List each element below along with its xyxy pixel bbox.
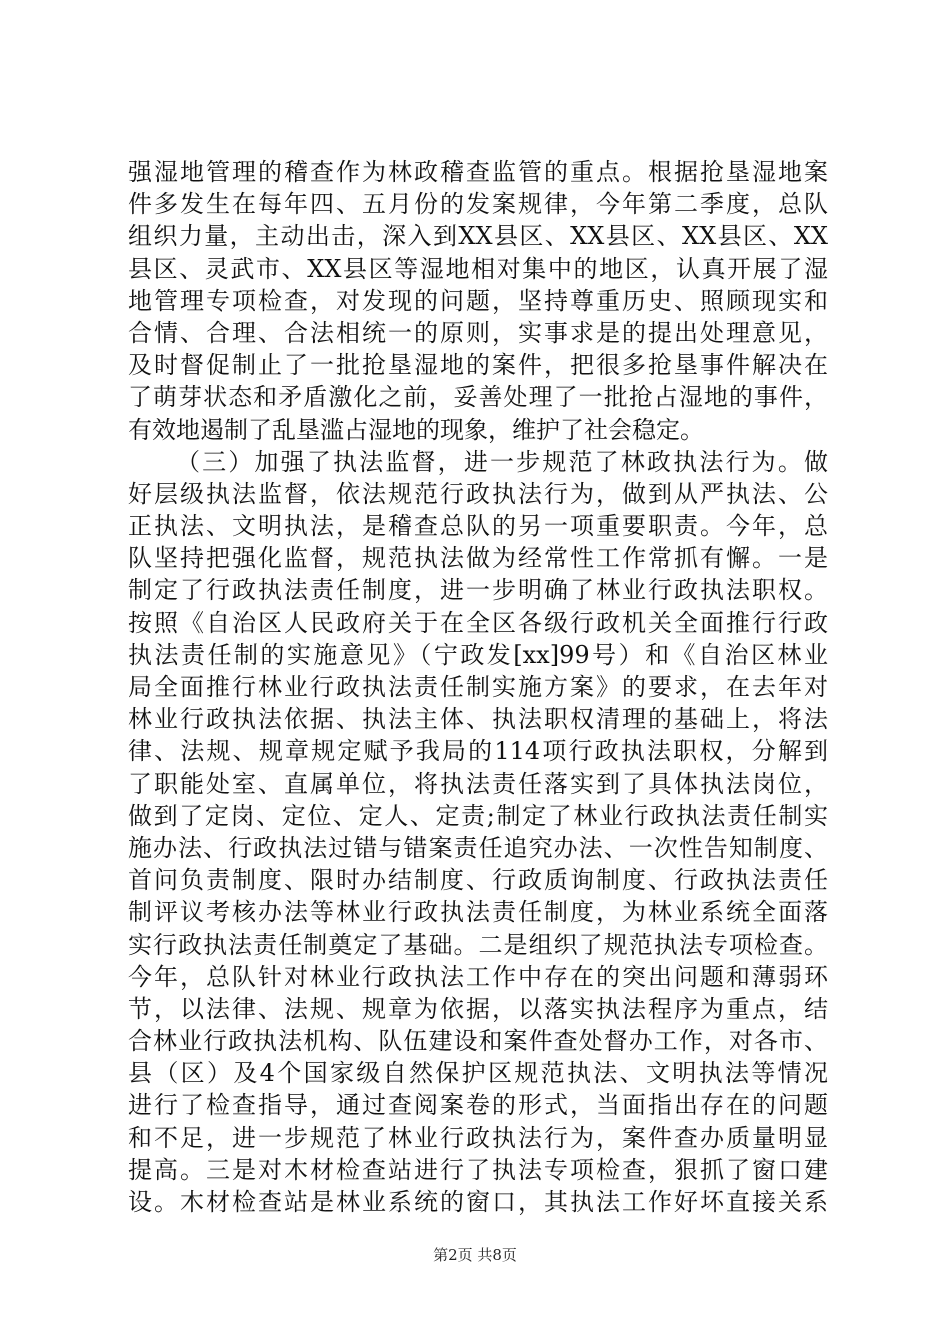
text-line: 和不足，进一步规范了林业行政执法行为，案件查办质量明显 bbox=[128, 1123, 828, 1152]
text-line: 节，以法律、法规、规章为依据，以落实执法程序为重点，结 bbox=[128, 994, 828, 1023]
text-line: 队坚持把强化监督，规范执法做为经常性工作常抓有懈。一是 bbox=[128, 544, 828, 573]
text-line: 进行了检查指导，通过查阅案卷的形式，当面指出存在的问题 bbox=[128, 1091, 828, 1120]
text-line: 地管理专项检查，对发现的问题，坚持尊重历史、照顾现实和 bbox=[128, 286, 828, 315]
text-line: 实行政执法责任制奠定了基础。二是组织了规范执法专项检查。 bbox=[128, 930, 828, 959]
text-line: 按照《自治区人民政府关于在全区各级行政机关全面推行行政 bbox=[128, 608, 828, 637]
text-line: 林业行政执法依据、执法主体、执法职权清理的基础上，将法 bbox=[128, 705, 828, 734]
text-line: 及时督促制止了一批抢垦湿地的案件，把很多抢垦事件解决在 bbox=[128, 351, 828, 380]
text-line: 今年，总队针对林业行政执法工作中存在的突出问题和薄弱环 bbox=[128, 962, 828, 991]
text-line: 县（区）及4个国家级自然保护区规范执法、文明执法等情况 bbox=[128, 1059, 828, 1088]
text-line: 施办法、行政执法过错与错案责任追究办法、一次性告知制度、 bbox=[128, 833, 828, 862]
document-body bbox=[128, 156, 828, 1218]
text-line: 了职能处室、直属单位，将执法责任落实到了具体执法岗位， bbox=[128, 769, 828, 798]
text-line: 了萌芽状态和矛盾激化之前，妥善处理了一批抢占湿地的事件， bbox=[128, 383, 828, 412]
text-line: 县区、灵武市、XX县区等湿地相对集中的地区，认真开展了湿 bbox=[128, 254, 828, 283]
text-line: 律、法规、规章规定赋予我局的114项行政执法职权，分解到 bbox=[128, 737, 828, 766]
text-line: 首问负责制度、限时办结制度、行政质询制度、行政执法责任 bbox=[128, 866, 828, 895]
text-line: 合林业行政执法机构、队伍建设和案件查处督办工作，对各市、 bbox=[128, 1027, 828, 1056]
paragraph-end-line: 有效地遏制了乱垦滥占湿地的现象，维护了社会稳定。 bbox=[128, 415, 704, 444]
text-line: 合情、合理、合法相统一的原则，实事求是的提出处理意见， bbox=[128, 318, 828, 347]
text-line: 强湿地管理的稽查作为林政稽查监管的重点。根据抢垦湿地案 bbox=[128, 158, 828, 186]
text-line: 局全面推行林业行政执法责任制实施方案》的要求，在去年对 bbox=[128, 673, 828, 701]
section-heading-line: （三）加强了执法监督，进一步规范了林政执法行为。做 bbox=[176, 447, 828, 476]
text-line: 制定了行政执法责任制度，进一步明确了林业行政执法职权。 bbox=[128, 576, 828, 605]
text-line: 提高。三是对木材检查站进行了执法专项检查，狠抓了窗口建 bbox=[128, 1155, 828, 1184]
text-line: 组织力量，主动出击，深入到XX县区、XX县区、XX县区、XX bbox=[128, 222, 828, 251]
page-number-footer: 第2页 共8页 bbox=[433, 1246, 517, 1264]
text-line: 制评议考核办法等林业行政执法责任制度，为林业系统全面落 bbox=[128, 898, 828, 927]
text-line: 执法责任制的实施意见》（宁政发[xx]99号）和《自治区林业 bbox=[128, 640, 828, 669]
text-line: 做到了定岗、定位、定人、定责;制定了林业行政执法责任制实 bbox=[128, 801, 828, 830]
text-line: 件多发生在每年四、五月份的发案规律，今年第二季度，总队 bbox=[128, 190, 828, 219]
text-line: 好层级执法监督，依法规范行政执法行为，做到从严执法、公 bbox=[128, 479, 828, 508]
text-line: 设。木材检查站是林业系统的窗口，其执法工作好坏直接关系 bbox=[128, 1188, 828, 1216]
text-line: 正执法、文明执法，是稽查总队的另一项重要职责。今年，总 bbox=[128, 512, 828, 541]
